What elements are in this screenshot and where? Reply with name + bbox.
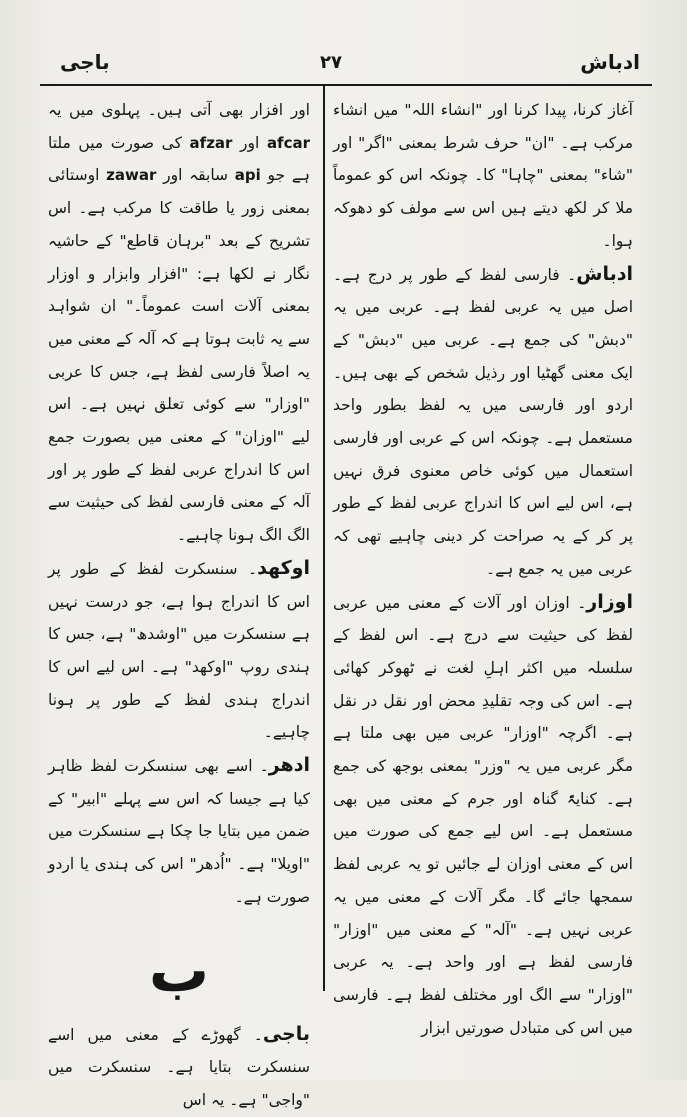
entry-headword: اوکھد — [257, 556, 310, 579]
header-right-headword: ادباش — [580, 50, 640, 74]
entry-auzar-continued — [48, 94, 310, 552]
entry-text: ۔ اسے بھی سنسکرت لفظ ظاہر کیا ہے جیسا کہ اس سے پہلے "ابیر" کے ضمن میں بتایا جا چکا ہے سنسکرت میں "اویلا" ہے۔ "اُدھر" اس کی ہندی یا اردو صورت ہے۔ — [48, 757, 310, 906]
entry-headword: اوزار — [586, 590, 633, 613]
header-rule — [40, 84, 652, 86]
left-column — [48, 94, 310, 1117]
latin-word: afcar — [266, 133, 310, 152]
entry-text: اوستائی بمعنی زور یا طاقت کا مرکب ہے۔ اس تشریح کے بعد "برہان قاطع" کے حاشیہ نگار نے لکھا ہے: "افزار وابزار و اوزار بمعنی آلات است عموماً۔" ان شواہد سے یہ ثابت ہوتا ہے کہ آلہ کے معنی میں یہ اصلاً فارسی لفظ ہے، جس کا عربی "اوزار" سے کوئی تعلق نہیں ہے۔ اس لیے "اوزان" کے معنی میں بصورت جمع اس کا اندراج عربی لفظ کے طور پر اور آلہ کے معنی فارسی لفظ کی حیثیت سے الگ الگ ہونا چاہیے۔ — [48, 166, 310, 545]
entry-adbash — [333, 258, 633, 586]
entry-text: ۔ سنسکرت لفظ کے طور پر اس کا اندراج ہوا ہے، جو درست نہیں ہے سنسکرت میں "اوشدھ" ہے، جس کا ہندی روپ "اوکھد" ہے۔ اس لیے اس کا اندراج ہندی لفظ کے طور پر ہونا چاہیے۔ — [48, 559, 310, 742]
entry-headword: ادباش — [576, 262, 633, 285]
entry-text: اور — [232, 133, 267, 152]
entry-text: کی صورت میں ملتا ہے جو — [48, 133, 310, 185]
entry-text: ۔ اوزان اور آلات کے معنی میں عربی لفظ کی حیثیت سے درج ہے۔ اس لفظ کے سلسلہ میں اکثر اہلِ لغت نے ٹھوکر کھائی ہے۔ اس کی وجہ تقلیدِ محض اور نقل در نقل ہے۔ اگرچہ "اوزار" عربی میں بھی ملتا ہے مگر عربی میں یہ "وزر" بمعنی بوجھ کی جمع ہے۔ کنایۃً گناہ اور جرم کے معنی میں بھی مستعمل ہے۔ اس لیے جمع کی صورت میں اس کے معنی اوزان لے جائیں تو یہ عربی لفظ سمجھا جائے گا۔ مگر آلات کے معنی میں یہ عربی نہیں ہے۔ "آلہ" کے معنی میں "اوزار" فارسی لفظ ہے اور واحد ہے۔ یہ عربی "اوزار" سے الگ اور مختلف لفظ ہے۔ فارسی میں اس کی متبادل صورتیں ابزار — [333, 593, 633, 1037]
entry-text: ۔ فارسی لفظ کے طور پر درج ہے۔ اصل میں یہ عربی لفظ ہے۔ عربی میں یہ "دبش" کی جمع ہے۔ عربی میں "دبش" کے ایک معنی گھٹیا اور رذیل شخص کے بھی ہیں۔ اردو اور فارسی میں یہ لفظ بطور واحد مستعمل ہے۔ چونکہ اس کے عربی اور فارسی استعمال میں کوئی خاص معنوی فرق نہیں ہے، اس لیے اس کا اندراج عربی لفظ کے طور پر کر کے یہ صراحت کر دینی چاہیے تھی کہ عربی میں یہ جمع ہے۔ — [333, 265, 633, 578]
entry-text: آغاز کرنا، پیدا کرنا اور "انشاء اللہ" میں انشاء مرکب ہے۔ "ان" حرف شرط بمعنی "اگر" اور "شاء" بمعنی "چاہا" کا۔ چونکہ اس کو عموماً ملا کر لکھ دیتے ہیں اس سے مولف کو دھوکہ ہوا۔ — [333, 101, 633, 250]
latin-word: zawar — [106, 166, 157, 185]
column-divider — [323, 86, 325, 991]
section-letter: ب — [148, 935, 210, 1006]
latin-word: api — [234, 166, 261, 185]
entry-headword: باجی — [262, 1022, 310, 1045]
page-number: ۲۷ — [320, 52, 342, 73]
entry-continuation — [333, 94, 633, 258]
entry-text: ۔ گھوڑے کے معنی میں اسے سنسکرت بتایا ہے۔ سنسکرت میں "واجی" ہے۔ یہ اس — [48, 1025, 310, 1109]
running-header — [40, 48, 650, 88]
entry-baji — [48, 1018, 310, 1117]
header-left-headword: باجی — [60, 50, 110, 74]
entry-text: اور افزار بھی آتی ہیں۔ پہلوی میں یہ — [48, 101, 310, 119]
entry-udhar — [48, 749, 310, 914]
entry-auzar — [333, 586, 633, 1045]
entry-text: سابقہ اور — [156, 166, 235, 185]
latin-word: afzar — [189, 133, 233, 152]
entry-aukhad — [48, 552, 310, 749]
entry-headword: ادھر — [268, 754, 310, 777]
right-column — [333, 94, 633, 1044]
